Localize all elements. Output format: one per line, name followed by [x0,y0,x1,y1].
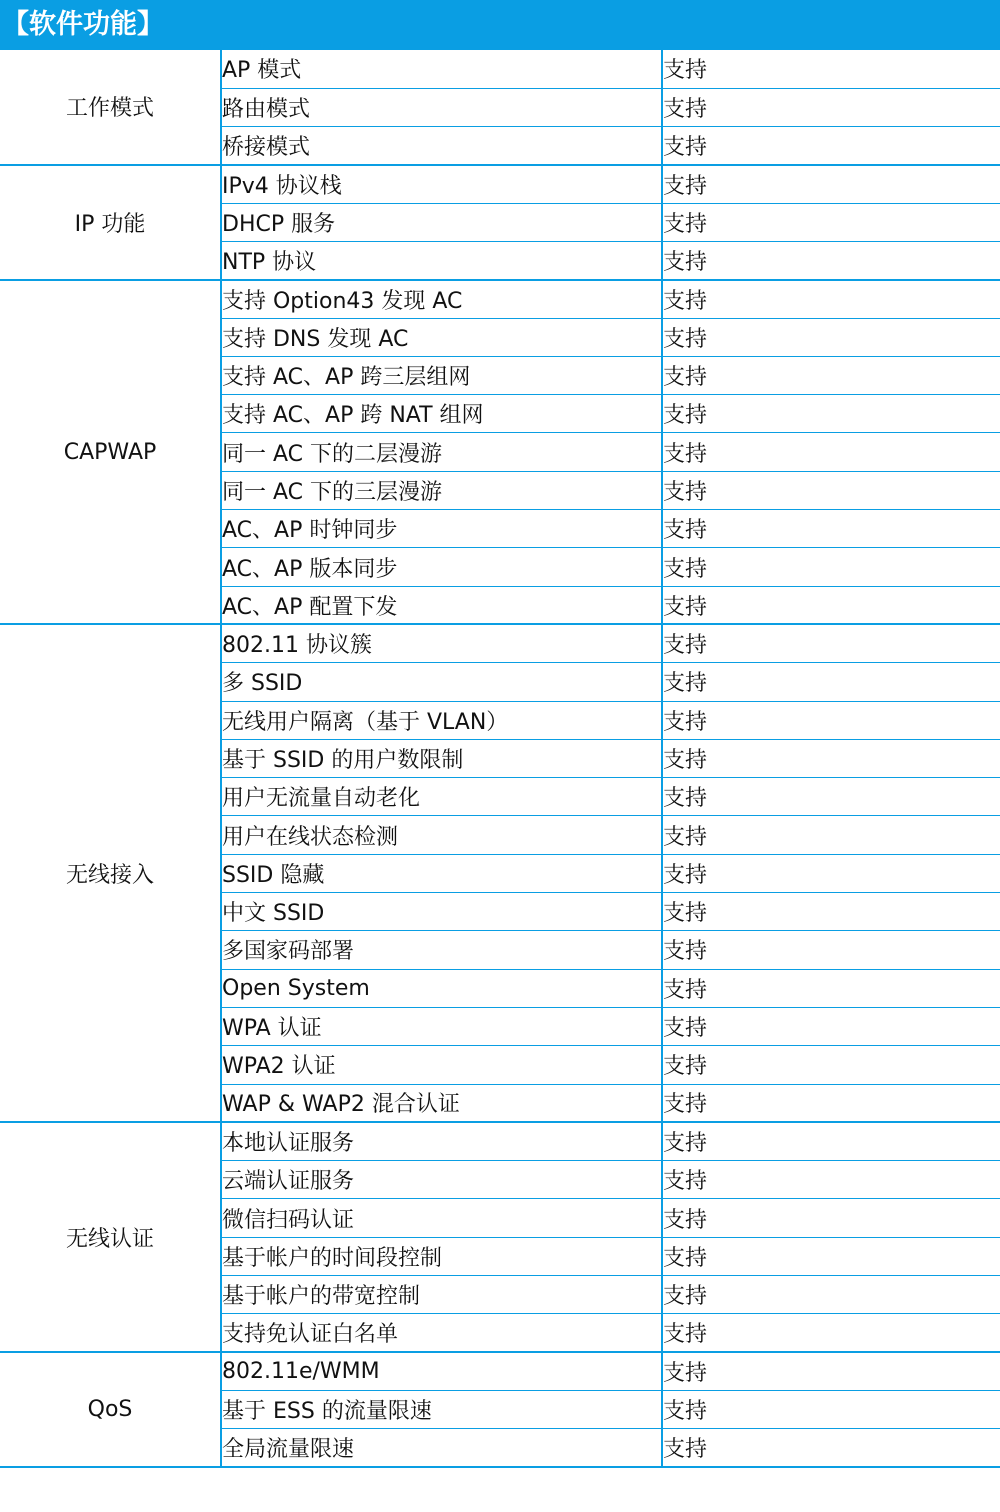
feature-cell: 用户在线状态检测 [221,816,662,854]
feature-cell: 基于 ESS 的流量限速 [221,1390,662,1428]
support-cell: 支持 [662,586,1000,624]
support-cell: 支持 [662,1046,1000,1084]
support-cell: 支持 [662,433,1000,471]
support-cell: 支持 [662,1199,1000,1237]
support-cell: 支持 [662,1084,1000,1122]
category-cell: 工作模式 [0,50,221,165]
feature-cell: 全局流量限速 [221,1429,662,1467]
section-header [0,0,1000,50]
table-row [0,624,1000,662]
feature-cell: AP 模式 [221,50,662,88]
support-cell: 支持 [662,510,1000,548]
feature-cell: SSID 隐藏 [221,854,662,892]
table-row [0,50,1000,88]
support-cell: 支持 [662,778,1000,816]
feature-cell: 同一 AC 下的二层漫游 [221,433,662,471]
feature-cell: 支持 AC、AP 跨 NAT 组网 [221,395,662,433]
category-cell: IP 功能 [0,165,221,280]
support-cell: 支持 [662,1161,1000,1199]
support-cell: 支持 [662,165,1000,203]
support-cell: 支持 [662,356,1000,394]
support-cell: 支持 [662,739,1000,777]
table-row [0,1352,1000,1390]
feature-cell: Open System [221,969,662,1007]
support-cell: 支持 [662,1390,1000,1428]
category-cell: QoS [0,1352,221,1467]
support-cell: 支持 [662,203,1000,241]
support-cell: 支持 [662,241,1000,279]
support-cell: 支持 [662,624,1000,662]
support-cell: 支持 [662,854,1000,892]
feature-cell: 支持免认证白名单 [221,1314,662,1352]
table-row [0,280,1000,318]
feature-cell: 支持 DNS 发现 AC [221,318,662,356]
feature-cell: 多国家码部署 [221,931,662,969]
section-title: 【软件功能】 [2,9,164,40]
support-cell: 支持 [662,280,1000,318]
feature-cell: 中文 SSID [221,893,662,931]
support-cell: 支持 [662,50,1000,88]
feature-cell: WPA 认证 [221,1007,662,1045]
software-features-table [0,50,1000,1468]
feature-cell: 无线用户隔离（基于 VLAN） [221,701,662,739]
support-cell: 支持 [662,893,1000,931]
table-row [0,165,1000,203]
feature-cell: AC、AP 配置下发 [221,586,662,624]
support-cell: 支持 [662,1352,1000,1390]
feature-cell: 基于 SSID 的用户数限制 [221,739,662,777]
feature-cell: 云端认证服务 [221,1161,662,1199]
support-cell: 支持 [662,969,1000,1007]
table-row [0,1122,1000,1160]
support-cell: 支持 [662,1237,1000,1275]
support-cell: 支持 [662,395,1000,433]
support-cell: 支持 [662,1314,1000,1352]
feature-cell: AC、AP 版本同步 [221,548,662,586]
support-cell: 支持 [662,548,1000,586]
feature-cell: 桥接模式 [221,127,662,165]
feature-cell: 微信扫码认证 [221,1199,662,1237]
feature-cell: 支持 AC、AP 跨三层组网 [221,356,662,394]
feature-cell: 路由模式 [221,88,662,126]
support-cell: 支持 [662,318,1000,356]
category-cell: 无线认证 [0,1122,221,1352]
feature-cell: NTP 协议 [221,241,662,279]
feature-cell: WAP & WAP2 混合认证 [221,1084,662,1122]
support-cell: 支持 [662,88,1000,126]
feature-cell: DHCP 服务 [221,203,662,241]
support-cell: 支持 [662,1276,1000,1314]
category-cell: CAPWAP [0,280,221,625]
support-cell: 支持 [662,701,1000,739]
support-cell: 支持 [662,127,1000,165]
feature-cell: 802.11 协议簇 [221,624,662,662]
support-cell: 支持 [662,663,1000,701]
support-cell: 支持 [662,1122,1000,1160]
support-cell: 支持 [662,1007,1000,1045]
feature-cell: IPv4 协议栈 [221,165,662,203]
support-cell: 支持 [662,816,1000,854]
feature-cell: 基于帐户的带宽控制 [221,1276,662,1314]
feature-cell: 多 SSID [221,663,662,701]
support-cell: 支持 [662,471,1000,509]
table-body [0,50,1000,1467]
feature-cell: 基于帐户的时间段控制 [221,1237,662,1275]
feature-cell: WPA2 认证 [221,1046,662,1084]
feature-cell: AC、AP 时钟同步 [221,510,662,548]
category-cell: 无线接入 [0,624,221,1122]
feature-cell: 支持 Option43 发现 AC [221,280,662,318]
feature-cell: 802.11e/WMM [221,1352,662,1390]
feature-cell: 同一 AC 下的三层漫游 [221,471,662,509]
feature-cell: 本地认证服务 [221,1122,662,1160]
support-cell: 支持 [662,1429,1000,1467]
feature-cell: 用户无流量自动老化 [221,778,662,816]
support-cell: 支持 [662,931,1000,969]
